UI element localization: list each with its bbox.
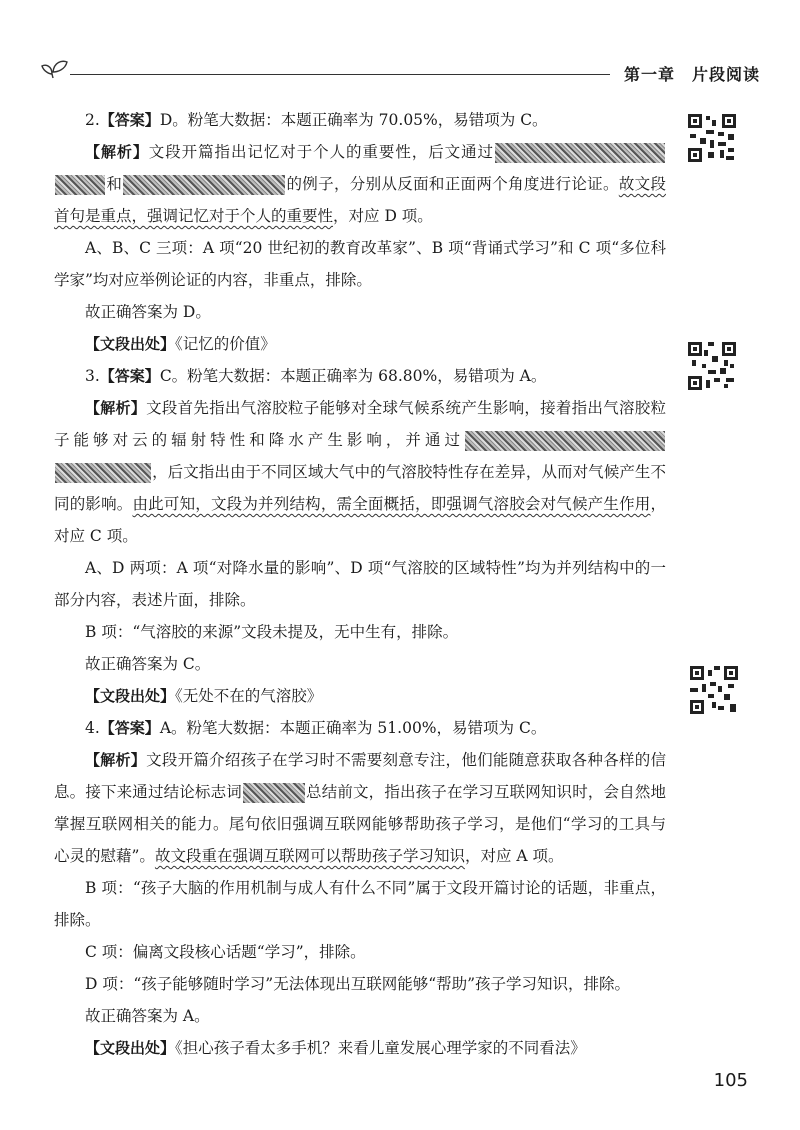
q3-answer-line: 3.【答案】C。粉笔大数据：本题正确率为 68.80%，易错项为 A。 bbox=[85, 367, 547, 385]
q2-analysis: 【解析】文段开篇指出记忆对于个人的重要性，后文通过和 的例子，分别从反面和正面两个角度进行论证。故文段首句是重点，强调记忆对于个人的重要性，对应 D 项。 bbox=[54, 143, 666, 225]
qr-code-icon bbox=[686, 112, 738, 164]
source-label: 【文段出处】 bbox=[85, 1039, 176, 1057]
page-number: 105 bbox=[713, 1070, 748, 1091]
answer-label: 【答案】 bbox=[99, 111, 160, 129]
analysis-label: 【解析】 bbox=[85, 751, 147, 769]
q4-source: 【文段出处】《担心孩子看太多手机？来看儿童发展心理学家的不同看法》 bbox=[85, 1039, 586, 1057]
redacted-text bbox=[243, 783, 305, 803]
key-point-underline: 故文段首句是重点，强调记忆对于个人的重要性 bbox=[54, 175, 666, 225]
key-point-underline: 故文段重在强调互联网可以帮助孩子学习知识 bbox=[154, 847, 465, 865]
key-point-underline: 由此可知，文段为并列结构，需全面概括，即强调气溶胶会对气候产生作用 bbox=[132, 495, 651, 513]
source-label: 【文段出处】 bbox=[85, 335, 176, 353]
q4-analysis: 【解析】文段开篇介绍孩子在学习时不需要刻意专注，他们能随意获取各种各样的信息。接下来通过结论标志词 总结前文，指出孩子在学习互联网知识时，会自然地掌握互联网相关的能力。尾句依旧强调互联网能够帮助孩子学习，是他们“学习的工具与心灵的慰藉”。故文段重在强调互联网可以帮助孩子学习知识，对应 A 项。 bbox=[54, 751, 666, 865]
redacted-text bbox=[55, 463, 151, 483]
qr-code-q3[interactable] bbox=[686, 340, 738, 392]
q4-option-b: B 项：“孩子大脑的作用机制与成人有什么不同”属于文段开篇讨论的话题，非重点，排除。 bbox=[54, 879, 666, 929]
q2-option-abc: A、B、C 三项：A 项“20 世纪初的教育改革家”、B 项“背诵式学习”和 C 项“多位科学家”均对应举例论证的内容，非重点，排除。 bbox=[54, 239, 666, 289]
qr-code-icon bbox=[688, 664, 740, 716]
q3-conclusion: 故正确答案为 C。 bbox=[85, 655, 211, 673]
q4-answer-line: 4.【答案】A。粉笔大数据：本题正确率为 51.00%，易错项为 C。 bbox=[85, 719, 547, 737]
answer-label: 【答案】 bbox=[99, 719, 160, 737]
q3-analysis: 【解析】文段首先指出气溶胶粒子能够对全球气候系统产生影响，接着指出气溶胶粒子能够对云的辐射特性和降水产生影响，并通过，后文指出由于不同区域大气中的气溶胶特性存在差异，从而对气候产生不同的影响。由此可知，文段为并列结构，需全面概括，即强调气溶胶会对气候产生作用，对应 C 项。 bbox=[54, 399, 666, 545]
page-header bbox=[40, 52, 760, 82]
redacted-text bbox=[465, 431, 665, 451]
q3-option-ad: A、D 两项：A 项“对降水量的影响”、D 项“气溶胶的区域特性”均为并列结构中的一部分内容，表述片面，排除。 bbox=[54, 559, 666, 609]
header-rule bbox=[70, 74, 610, 75]
q3-source: 【文段出处】《无处不在的气溶胶》 bbox=[85, 687, 323, 705]
source-label: 【文段出处】 bbox=[85, 687, 176, 705]
q4-conclusion: 故正确答案为 A。 bbox=[85, 1007, 210, 1025]
qr-code-icon bbox=[686, 340, 738, 392]
redacted-text bbox=[495, 143, 665, 163]
redacted-text bbox=[123, 175, 285, 195]
chapter-title: 第一章 片段阅读 bbox=[623, 65, 760, 84]
answer-label: 【答案】 bbox=[99, 367, 160, 385]
q3-option-b: B 项：“气溶胶的来源”文段未提及，无中生有，排除。 bbox=[85, 623, 459, 641]
q4-option-d: D 项：“孩子能够随时学习”无法体现出互联网能够“帮助”孩子学习知识，排除。 bbox=[85, 975, 631, 993]
analysis-label: 【解析】 bbox=[85, 143, 149, 161]
analysis-label: 【解析】 bbox=[85, 399, 147, 417]
q2-answer-line: 2.【答案】D。粉笔大数据：本题正确率为 70.05%，易错项为 C。 bbox=[85, 111, 548, 129]
q4-option-c: C 项：偏离文段核心话题“学习”，排除。 bbox=[85, 943, 366, 961]
qr-code-q4[interactable] bbox=[688, 664, 740, 716]
sprout-icon bbox=[40, 52, 70, 80]
redacted-text bbox=[55, 175, 105, 195]
q2-conclusion: 故正确答案为 D。 bbox=[85, 303, 211, 321]
qr-code-q2[interactable] bbox=[686, 112, 738, 164]
q2-source: 【文段出处】《记忆的价值》 bbox=[85, 335, 276, 353]
answer-content bbox=[54, 104, 666, 1064]
